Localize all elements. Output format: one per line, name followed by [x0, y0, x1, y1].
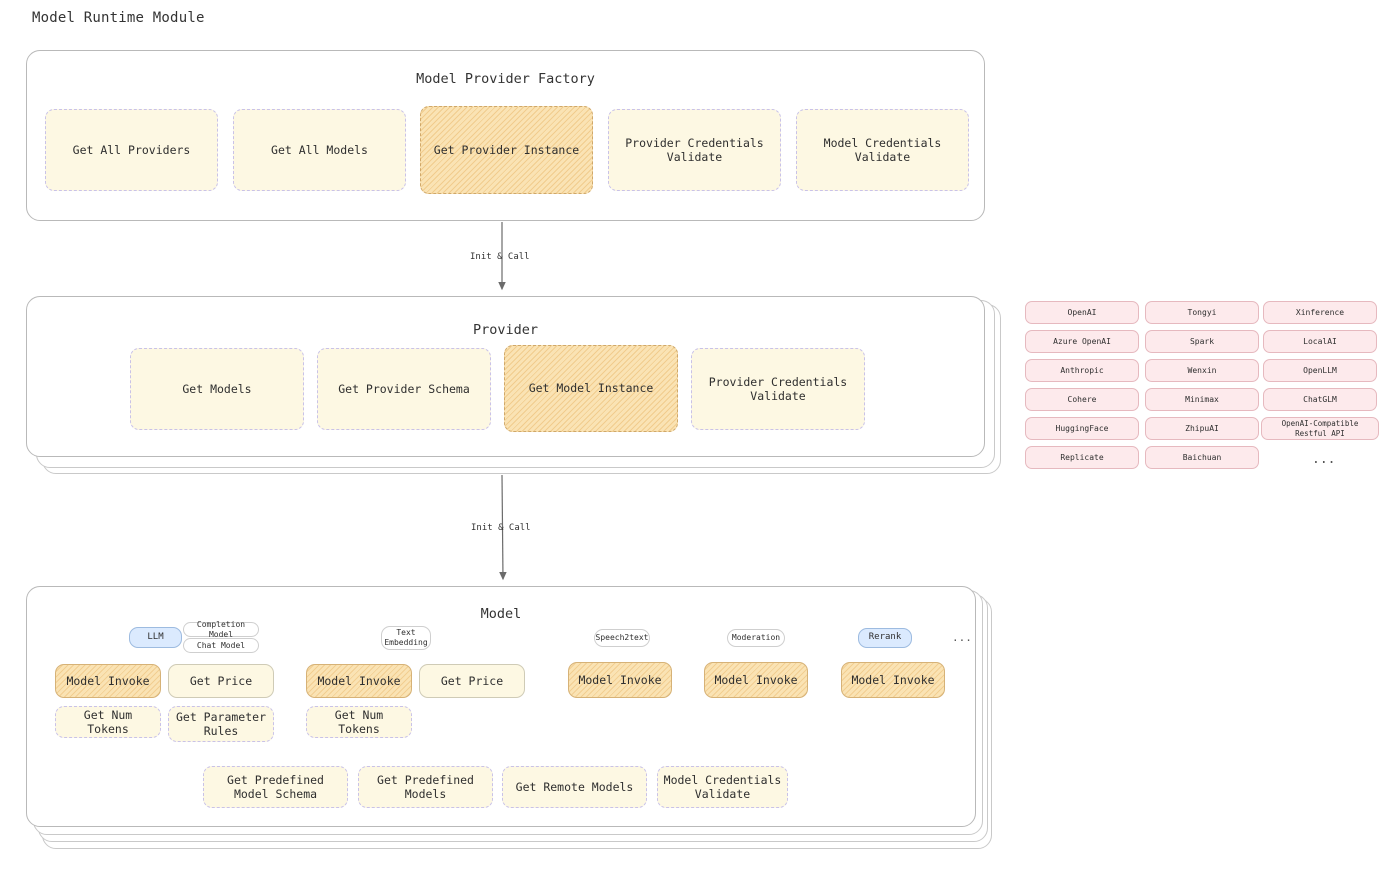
provider-chip-replicate[interactable] [1025, 446, 1139, 469]
provider-node-label: Get Provider Schema [338, 381, 470, 396]
model-node-moderation-model-invoke[interactable] [704, 662, 808, 698]
arrow-label-init-call-2: Init & Call [471, 523, 531, 533]
provider-chip-huggingface[interactable] [1025, 417, 1139, 440]
provider-chip-label: Baichuan [1182, 452, 1222, 462]
model-subtype-label: Chat Model [196, 640, 246, 650]
model-type-label: LLM [147, 631, 164, 642]
provider-chip-xinference[interactable] [1263, 301, 1377, 324]
provider-chip-wenxin[interactable] [1145, 359, 1259, 382]
provider-chip-openai-compatible-restful-api[interactable] [1261, 417, 1379, 440]
model-node-model-credentials-validate[interactable] [657, 766, 788, 808]
model-type-moderation[interactable] [727, 629, 785, 647]
provider-chip-openllm[interactable] [1263, 359, 1377, 382]
provider-node-label: Get Models [182, 381, 252, 396]
model-type-speech2text[interactable] [594, 629, 650, 647]
provider-node-get-provider-schema[interactable] [317, 348, 491, 430]
provider-chip-label: Spark [1189, 336, 1215, 346]
model-node-label: Model Invoke [578, 672, 662, 687]
provider-chip-anthropic[interactable] [1025, 359, 1139, 382]
provider-chip-zhipuai[interactable] [1145, 417, 1259, 440]
provider-chip-openai[interactable] [1025, 301, 1139, 324]
page-title: Model Runtime Module [32, 10, 205, 26]
model-node-label: Model Invoke [317, 673, 401, 688]
provider-node-get-models[interactable] [130, 348, 304, 430]
model-node-llm-model-invoke[interactable] [55, 664, 161, 698]
provider-chip-label: ZhipuAI [1185, 423, 1219, 433]
model-types-ellipsis: ... [952, 631, 972, 644]
model-node-label: Get Num Tokens [334, 707, 384, 736]
model-type-label: Moderation [731, 633, 781, 642]
factory-node-label: Get All Models [271, 142, 368, 157]
provider-chip-spark[interactable] [1145, 330, 1259, 353]
model-node-embedding-get-num-tokens[interactable] [306, 706, 412, 738]
model-node-label: Get Parameter Rules [175, 709, 266, 738]
provider-chip-label: Anthropic [1060, 365, 1104, 375]
provider-chip-label: LocalAI [1303, 336, 1337, 346]
provider-chip-label: OpenAI-Compatible Restful API [1281, 419, 1359, 438]
model-node-label: Get Predefined Model Schema [227, 772, 324, 801]
provider-chip-label: Minimax [1185, 394, 1219, 404]
model-node-get-predefined-model-schema[interactable] [203, 766, 348, 808]
provider-chip-minimax[interactable] [1145, 388, 1259, 411]
model-panel [26, 586, 976, 827]
provider-chip-label: Replicate [1060, 452, 1104, 462]
provider-chip-azure-openai[interactable] [1025, 330, 1139, 353]
model-node-label: Model Invoke [851, 672, 935, 687]
provider-chip-label: Cohere [1067, 394, 1097, 404]
model-title: Model [480, 606, 522, 622]
provider-chip-localai[interactable] [1263, 330, 1377, 353]
provider-chip-tongyi[interactable] [1145, 301, 1259, 324]
provider-chip-label: ChatGLM [1303, 394, 1337, 404]
model-node-rerank-model-invoke[interactable] [841, 662, 945, 698]
model-node-label: Get Remote Models [515, 779, 634, 794]
model-node-llm-get-price[interactable] [168, 664, 274, 698]
model-node-get-predefined-models[interactable] [358, 766, 493, 808]
factory-node-label: Get All Providers [72, 142, 191, 157]
factory-node-model-credentials-validate[interactable] [796, 109, 969, 191]
factory-node-provider-credentials-validate[interactable] [608, 109, 781, 191]
model-subtype-completion-model[interactable] [183, 619, 259, 639]
model-node-embedding-model-invoke[interactable] [306, 664, 412, 698]
model-type-label: Rerank [868, 632, 902, 643]
model-type-text-embedding[interactable] [381, 626, 431, 650]
provider-chip-label: HuggingFace [1055, 423, 1109, 433]
provider-node-label: Get Model Instance [528, 381, 654, 396]
model-type-label: Text Embedding [384, 628, 428, 647]
model-node-llm-get-parameter-rules[interactable] [168, 706, 274, 742]
provider-chip-label: OpenAI [1067, 307, 1097, 317]
factory-node-label: Model Credentials Validate [823, 135, 942, 164]
provider-chip-cohere[interactable] [1025, 388, 1139, 411]
provider-title: Provider [472, 322, 539, 338]
provider-chip-chatglm[interactable] [1263, 388, 1377, 411]
provider-chip-label: Tongyi [1187, 307, 1217, 317]
model-subtype-chat-model[interactable] [183, 638, 259, 653]
model-node-label: Get Predefined Models [377, 772, 474, 801]
model-subtype-label: Completion Model [196, 619, 246, 639]
model-node-speech2text-model-invoke[interactable] [568, 662, 672, 698]
provider-list-ellipsis: ... [1312, 452, 1336, 467]
model-node-label: Model Invoke [66, 673, 150, 688]
model-node-label: Model Credentials Validate [663, 772, 782, 801]
model-node-llm-get-num-tokens[interactable] [55, 706, 161, 738]
factory-node-label: Get Provider Instance [433, 142, 580, 157]
factory-node-get-all-providers[interactable] [45, 109, 218, 191]
provider-node-label: Provider Credentials Validate [708, 374, 848, 403]
factory-node-label: Provider Credentials Validate [625, 135, 764, 164]
model-node-label: Model Invoke [714, 672, 798, 687]
model-node-label: Get Price [440, 673, 504, 688]
factory-title: Model Provider Factory [416, 71, 595, 87]
provider-chip-label: Wenxin [1187, 365, 1217, 375]
model-type-label: Speech2text [595, 633, 649, 642]
provider-chip-label: Xinference [1295, 307, 1345, 317]
model-node-label: Get Num Tokens [83, 707, 133, 736]
factory-node-get-provider-instance[interactable] [420, 106, 593, 194]
provider-chip-label: OpenLLM [1303, 365, 1337, 375]
arrow-label-init-call-1: Init & Call [470, 252, 530, 262]
factory-node-get-all-models[interactable] [233, 109, 406, 191]
provider-node-get-model-instance[interactable] [504, 345, 678, 432]
model-type-rerank[interactable] [858, 628, 912, 648]
model-node-embedding-get-price[interactable] [419, 664, 525, 698]
provider-chip-label: Azure OpenAI [1053, 336, 1111, 346]
provider-node-provider-credentials-validate[interactable] [691, 348, 865, 430]
provider-chip-baichuan[interactable] [1145, 446, 1259, 469]
model-node-get-remote-models[interactable] [502, 766, 647, 808]
model-type-llm[interactable] [129, 627, 182, 648]
model-node-label: Get Price [189, 673, 253, 688]
